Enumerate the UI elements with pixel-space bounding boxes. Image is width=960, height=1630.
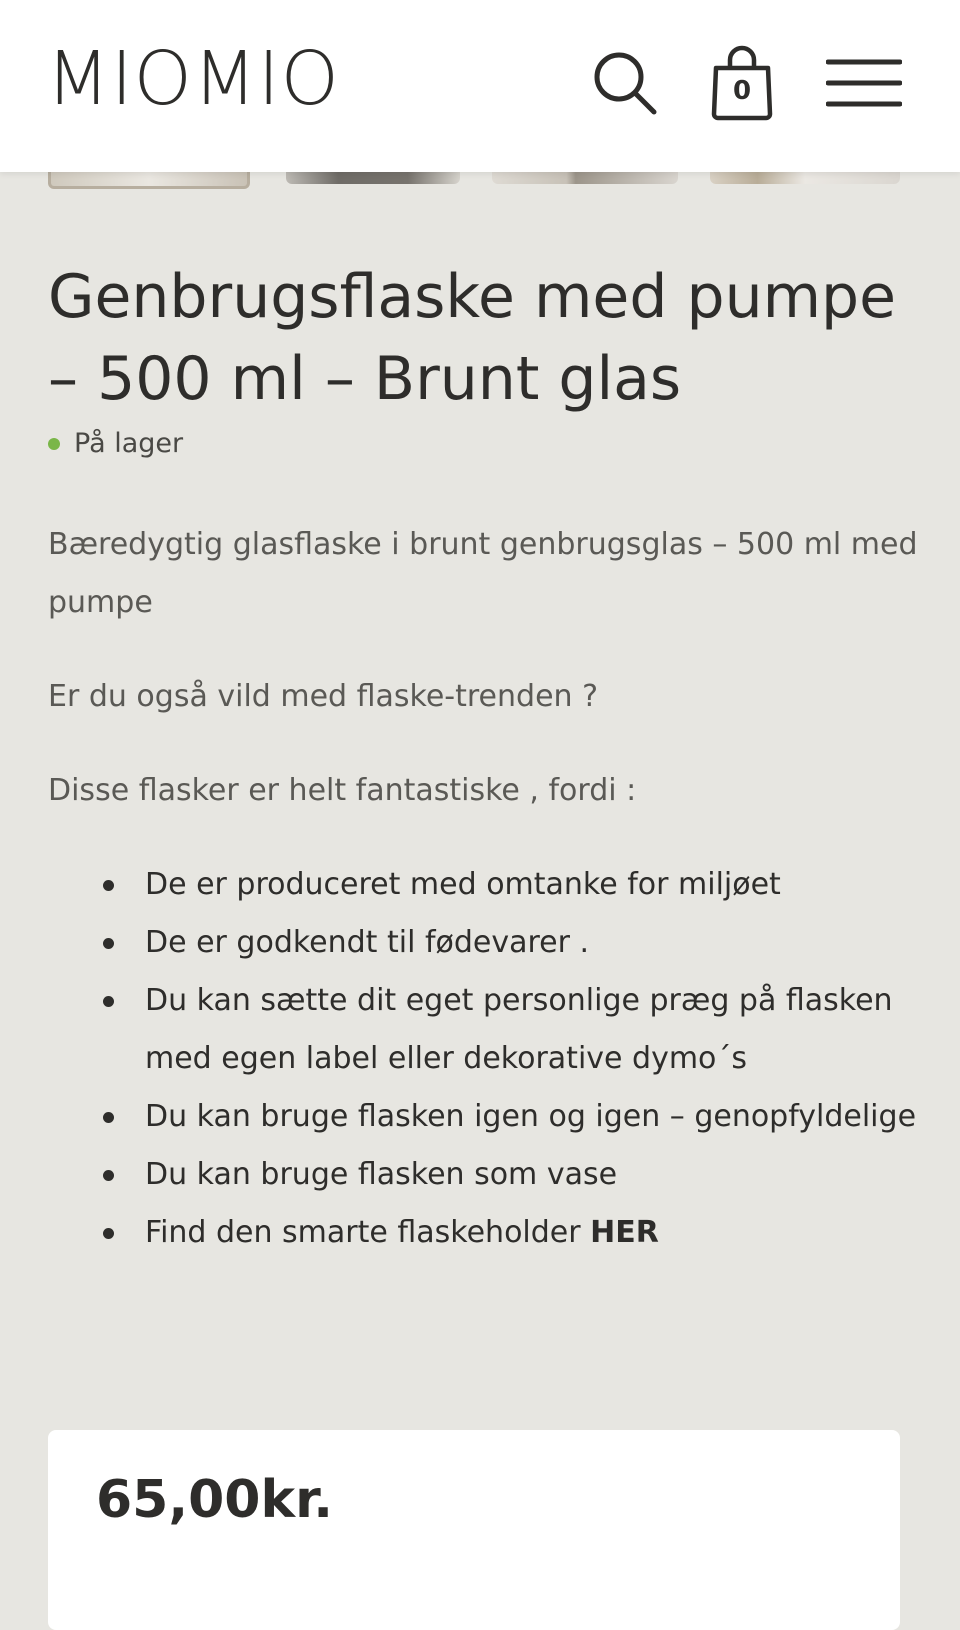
feature-list-item-holder: [48, 1204, 928, 1262]
product-price: 65,00kr.: [96, 1470, 334, 1530]
menu-icon[interactable]: [826, 56, 902, 112]
site-header: [0, 0, 960, 172]
price-card: [48, 1430, 900, 1630]
feature-list-item: Du kan bruge flasken som vase: [48, 1146, 928, 1204]
feature-list: [48, 856, 928, 1262]
product-description-lead: Disse flasker er helt fantastiske , fordi :: [48, 773, 637, 808]
image-thumbnail-strip: [0, 172, 960, 192]
search-icon[interactable]: [592, 50, 658, 116]
product-thumbnail[interactable]: [710, 172, 900, 184]
product-thumbnail[interactable]: [48, 172, 250, 189]
product-thumbnail[interactable]: [492, 172, 678, 184]
stock-indicator-dot: [48, 438, 60, 450]
cart-icon[interactable]: [710, 44, 774, 122]
feature-list-item-text: Find den smarte flaskeholder: [145, 1215, 591, 1250]
feature-list-item: De er produceret med omtanke for miljøet: [48, 856, 928, 914]
stock-status: [48, 428, 183, 459]
site-logo[interactable]: MIOMIO: [46, 36, 340, 122]
flaskeholder-link[interactable]: HER: [590, 1215, 659, 1250]
feature-list-item: Du kan sætte dit eget personlige præg på flasken med egen label eller dekorative dymo´s: [48, 972, 928, 1088]
feature-list-item: De er godkendt til fødevarer .: [48, 914, 928, 972]
cart-count-badge: 0: [732, 76, 752, 106]
stock-status-label: På lager: [74, 428, 184, 459]
feature-list-item: Du kan bruge flasken igen og igen – genopfyldelige: [48, 1088, 928, 1146]
product-title: Genbrugsflaske med pumpe – 500 ml – Brunt glas: [48, 262, 897, 414]
product-description-question: Er du også vild med flaske-trenden ?: [48, 679, 599, 714]
product-description-intro: Bæredygtig glasflaske i brunt genbrugsglas – 500 ml med pumpe: [48, 527, 918, 620]
product-thumbnail[interactable]: [286, 172, 460, 184]
